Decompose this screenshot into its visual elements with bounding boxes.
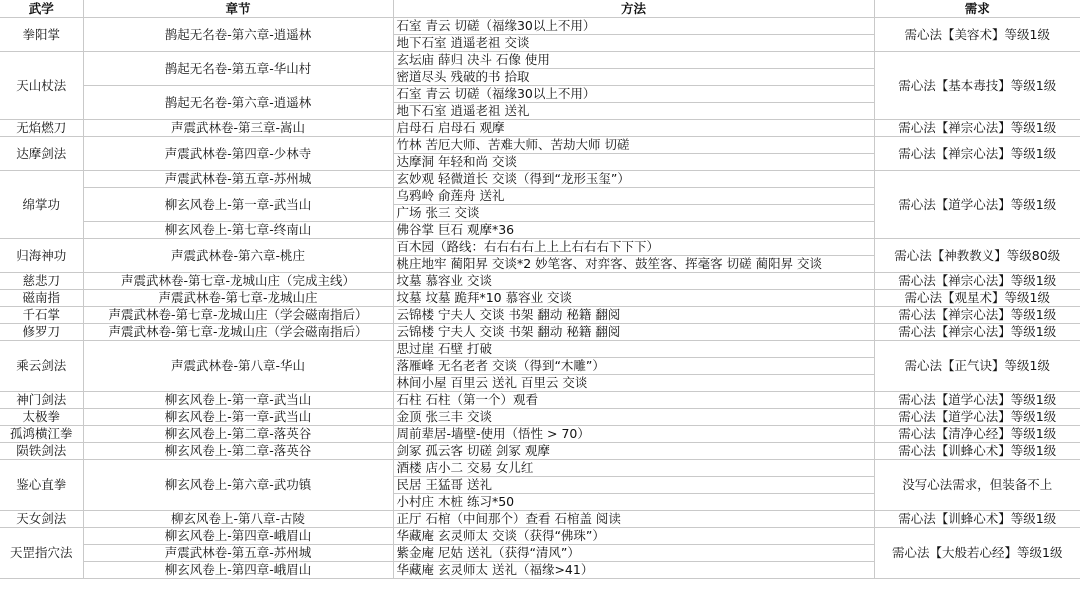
method-cell: 剑冢 孤云客 切磋 剑冢 观摩 [393, 443, 874, 460]
method-cell: 桃庄地牢 蔺阳昇 交谈*2 妙笔客、对弈客、鼓笙客、挥毫客 切磋 蔺阳昇 交谈 [393, 256, 874, 273]
requirement-cell: 需心法【训蜂心术】等级1级 [874, 443, 1080, 460]
method-cell: 玄坛庙 薛归 决斗 石像 使用 [393, 52, 874, 69]
method-cell: 广场 张三 交谈 [393, 205, 874, 222]
method-cell: 民居 王猛哥 送礼 [393, 477, 874, 494]
table-row [0, 273, 1080, 290]
table-row [0, 528, 1080, 545]
skill-name-cell: 天罡指穴法 [0, 528, 83, 579]
table-row [0, 460, 1080, 477]
method-cell: 启母石 启母石 观摩 [393, 120, 874, 137]
method-cell: 坟墓 坟墓 跪拜*10 慕容业 交谈 [393, 290, 874, 307]
chapter-cell: 声震武林卷-第五章-苏州城 [83, 545, 393, 562]
table-row [0, 426, 1080, 443]
requirement-cell: 没写心法需求，但装备不上 [874, 460, 1080, 511]
method-cell: 玄妙观 轻微道长 交谈（得到“龙形玉玺”） [393, 171, 874, 188]
chapter-cell: 柳玄风卷上-第四章-峨眉山 [83, 528, 393, 545]
skill-name-cell: 修罗刀 [0, 324, 83, 341]
method-cell: 百木园（路线：右右右右上上上右右右下下下） [393, 239, 874, 256]
skill-name-cell: 无焰燃刀 [0, 120, 83, 137]
method-cell: 石室 青云 切磋（福缘30以上不用） [393, 86, 874, 103]
chapter-cell: 鹊起无名卷-第五章-华山村 [83, 52, 393, 86]
table-row [0, 239, 1080, 256]
requirement-cell: 需心法【训蜂心术】等级1级 [874, 511, 1080, 528]
chapter-cell: 柳玄风卷上-第一章-武当山 [83, 188, 393, 222]
method-cell: 金顶 张三丰 交谈 [393, 409, 874, 426]
header-skill: 武学 [0, 0, 83, 18]
table-row [0, 137, 1080, 154]
table-row [0, 120, 1080, 137]
table-row [0, 324, 1080, 341]
chapter-cell: 柳玄风卷上-第一章-武当山 [83, 392, 393, 409]
skill-name-cell: 陨铁剑法 [0, 443, 83, 460]
skill-name-cell: 千石掌 [0, 307, 83, 324]
requirement-cell: 需心法【美容术】等级1级 [874, 18, 1080, 52]
table-row [0, 171, 1080, 188]
chapter-cell: 声震武林卷-第六章-桃庄 [83, 239, 393, 273]
table-body [0, 18, 1080, 579]
method-cell: 林间小屋 百里云 送礼 百里云 交谈 [393, 375, 874, 392]
method-cell: 佛谷掌 巨石 观摩*36 [393, 222, 874, 239]
chapter-cell: 柳玄风卷上-第二章-落英谷 [83, 443, 393, 460]
chapter-cell: 声震武林卷-第三章-嵩山 [83, 120, 393, 137]
table-row [0, 443, 1080, 460]
chapter-cell: 声震武林卷-第七章-龙城山庄（学会磁南指后） [83, 324, 393, 341]
method-cell: 地下石室 逍遥老祖 送礼 [393, 103, 874, 120]
method-cell: 达摩洞 年轻和尚 交谈 [393, 154, 874, 171]
header-method: 方法 [393, 0, 874, 18]
chapter-cell: 鹊起无名卷-第六章-逍遥林 [83, 86, 393, 120]
method-cell: 云锦楼 宁夫人 交谈 书架 翻动 秘籍 翻阅 [393, 307, 874, 324]
requirement-cell: 需心法【道学心法】等级1级 [874, 392, 1080, 409]
method-cell: 思过崖 石壁 打破 [393, 341, 874, 358]
method-cell: 酒楼 店小二 交易 女儿红 [393, 460, 874, 477]
skill-name-cell: 绵掌功 [0, 171, 83, 239]
requirement-cell: 需心法【大般若心经】等级1级 [874, 528, 1080, 579]
requirement-cell: 需心法【观星术】等级1级 [874, 290, 1080, 307]
table-row [0, 341, 1080, 358]
requirement-cell: 需心法【道学心法】等级1级 [874, 409, 1080, 426]
skill-name-cell: 拳阳掌 [0, 18, 83, 52]
skill-name-cell: 鉴心直拳 [0, 460, 83, 511]
skill-name-cell: 天山杖法 [0, 52, 83, 120]
skill-name-cell: 达摩剑法 [0, 137, 83, 171]
requirement-cell: 需心法【禅宗心法】等级1级 [874, 324, 1080, 341]
table-row [0, 290, 1080, 307]
method-cell: 华藏庵 玄灵师太 交谈（获得“佛珠”） [393, 528, 874, 545]
table-row [0, 392, 1080, 409]
chapter-cell: 柳玄风卷上-第七章-终南山 [83, 222, 393, 239]
method-cell: 华藏庵 玄灵师太 送礼（福缘>41） [393, 562, 874, 579]
skill-name-cell: 乘云剑法 [0, 341, 83, 392]
method-cell: 坟墓 慕容业 交谈 [393, 273, 874, 290]
method-cell: 乌鸦岭 俞莲舟 送礼 [393, 188, 874, 205]
method-cell: 石室 青云 切磋（福缘30以上不用） [393, 18, 874, 35]
skill-name-cell: 天女剑法 [0, 511, 83, 528]
table-row [0, 52, 1080, 69]
method-cell: 周前辈居-墙壁-使用（悟性 > 70） [393, 426, 874, 443]
chapter-cell: 柳玄风卷上-第四章-峨眉山 [83, 562, 393, 579]
skill-name-cell: 神门剑法 [0, 392, 83, 409]
table-row [0, 511, 1080, 528]
method-cell: 落雁峰 无名老者 交谈（得到“木雕”） [393, 358, 874, 375]
chapter-cell: 柳玄风卷上-第六章-武功镇 [83, 460, 393, 511]
method-cell: 小村庄 木桩 练习*50 [393, 494, 874, 511]
method-cell: 竹林 苦厄大师、苦难大师、苦劫大师 切磋 [393, 137, 874, 154]
header-requirement: 需求 [874, 0, 1080, 18]
chapter-cell: 声震武林卷-第七章-龙城山庄（完成主线） [83, 273, 393, 290]
requirement-cell: 需心法【正气诀】等级1级 [874, 341, 1080, 392]
chapter-cell: 柳玄风卷上-第八章-古陵 [83, 511, 393, 528]
requirement-cell: 需心法【基本毒技】等级1级 [874, 52, 1080, 120]
method-cell: 石柱 石柱（第一个）观看 [393, 392, 874, 409]
requirement-cell: 需心法【神教教义】等级80级 [874, 239, 1080, 273]
skill-name-cell: 太极拳 [0, 409, 83, 426]
requirement-cell: 需心法【道学心法】等级1级 [874, 171, 1080, 239]
chapter-cell: 声震武林卷-第四章-少林寺 [83, 137, 393, 171]
table-row [0, 307, 1080, 324]
header-chapter: 章节 [83, 0, 393, 18]
requirement-cell: 需心法【禅宗心法】等级1级 [874, 307, 1080, 324]
skill-name-cell: 慈悲刀 [0, 273, 83, 290]
requirement-cell: 需心法【清净心经】等级1级 [874, 426, 1080, 443]
chapter-cell: 柳玄风卷上-第二章-落英谷 [83, 426, 393, 443]
table-row [0, 18, 1080, 35]
chapter-cell: 声震武林卷-第七章-龙城山庄（学会磁南指后） [83, 307, 393, 324]
table-row [0, 409, 1080, 426]
method-cell: 密道尽头 残破的书 拾取 [393, 69, 874, 86]
method-cell: 紫金庵 尼姑 送礼（获得“清风”） [393, 545, 874, 562]
chapter-cell: 声震武林卷-第七章-龙城山庄 [83, 290, 393, 307]
requirement-cell: 需心法【禅宗心法】等级1级 [874, 273, 1080, 290]
chapter-cell: 柳玄风卷上-第一章-武当山 [83, 409, 393, 426]
header-row [0, 0, 1080, 18]
chapter-cell: 声震武林卷-第五章-苏州城 [83, 171, 393, 188]
method-cell: 地下石室 逍遥老祖 交谈 [393, 35, 874, 52]
requirement-cell: 需心法【禅宗心法】等级1级 [874, 120, 1080, 137]
skill-name-cell: 孤鸿横江拳 [0, 426, 83, 443]
skill-name-cell: 磁南指 [0, 290, 83, 307]
method-cell: 云锦楼 宁夫人 交谈 书架 翻动 秘籍 翻阅 [393, 324, 874, 341]
chapter-cell: 鹊起无名卷-第六章-逍遥林 [83, 18, 393, 52]
requirement-cell: 需心法【禅宗心法】等级1级 [874, 137, 1080, 171]
chapter-cell: 声震武林卷-第八章-华山 [83, 341, 393, 392]
method-cell: 正厅 石棺（中间那个）查看 石棺盖 阅读 [393, 511, 874, 528]
skill-name-cell: 归海神功 [0, 239, 83, 273]
